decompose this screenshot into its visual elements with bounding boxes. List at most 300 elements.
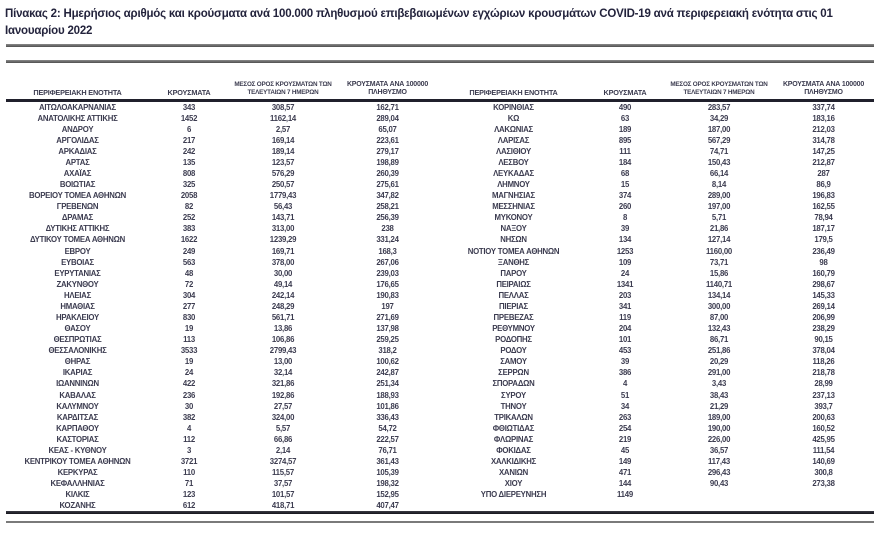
per100k-cell: 162,55 bbox=[812, 202, 835, 212]
per100k-cell: 160,79 bbox=[812, 268, 835, 278]
region-name-cell: ΘΑΣΟΥ bbox=[64, 324, 91, 334]
table-row bbox=[441, 445, 873, 456]
region-name-cell: ΛΑΡΙΣΑΣ bbox=[497, 135, 530, 145]
header-avg7: ΜΕΣΟΣ ΟΡΟΣ ΚΡΟΥΣΜΑΤΩΝ ΤΩΝ ΤΕΛΕΥΤΑΙΩΝ 7 ΗΜΕΡΩΝ bbox=[234, 80, 332, 96]
per100k-cell: 223,61 bbox=[376, 135, 399, 145]
per100k-cell: 347,82 bbox=[376, 191, 399, 201]
table-row bbox=[5, 445, 437, 456]
cases-cell: 48 bbox=[184, 268, 194, 278]
cases-cell: 101 bbox=[618, 335, 632, 345]
table-row bbox=[5, 223, 437, 234]
cases-cell: 134 bbox=[618, 235, 632, 245]
cases-cell: 325 bbox=[182, 180, 196, 190]
cases-cell: 112 bbox=[183, 434, 195, 444]
region-name-cell: ΕΒΡΟΥ bbox=[64, 246, 91, 256]
region-name-cell: ΠΕΙΡΑΙΩΣ bbox=[496, 279, 531, 289]
avg7day-cell: 30,00 bbox=[273, 268, 293, 278]
avg7day-cell: 73,71 bbox=[709, 257, 729, 267]
right-table-header-row bbox=[441, 66, 873, 99]
cases-cell: 612 bbox=[182, 501, 196, 511]
avg7day-cell: 127,14 bbox=[707, 235, 731, 245]
region-name-cell: ΜΥΚΟΝΟΥ bbox=[494, 213, 533, 223]
per100k-cell: 242,87 bbox=[376, 368, 399, 378]
per100k-cell: 147,25 bbox=[812, 146, 835, 156]
avg7day-cell: 66,86 bbox=[273, 434, 293, 444]
per100k-cell: 86,9 bbox=[816, 180, 831, 190]
avg7day-cell: 8,14 bbox=[711, 180, 727, 190]
cases-cell: 453 bbox=[618, 346, 632, 356]
per100k-cell: 176,65 bbox=[376, 279, 399, 289]
table-row bbox=[5, 290, 437, 301]
region-name-cell: ΜΑΓΝΗΣΙΑΣ bbox=[492, 191, 535, 201]
table-row bbox=[5, 301, 437, 312]
region-name-cell: ΚΑΡΠΑΘΟΥ bbox=[56, 423, 99, 433]
per100k-cell: 238 bbox=[381, 224, 394, 234]
cases-cell: 1149 bbox=[617, 490, 633, 500]
region-name-cell: ΠΑΡΟΥ bbox=[500, 268, 527, 278]
table-row bbox=[441, 345, 873, 356]
per100k-cell: 65,07 bbox=[378, 124, 397, 134]
per100k-cell: 196,83 bbox=[812, 191, 835, 201]
region-name-cell: ΝΑΞΟΥ bbox=[500, 224, 527, 234]
per100k-cell: 298,67 bbox=[812, 279, 835, 289]
region-name-cell: ΣΥΡΟΥ bbox=[501, 390, 526, 400]
avg7day-cell: 134,14 bbox=[707, 290, 731, 300]
per100k-cell: 140,69 bbox=[812, 457, 835, 466]
cases-cell: 82 bbox=[184, 202, 194, 212]
avg7day-cell: 13,00 bbox=[273, 357, 293, 367]
cases-cell: 249 bbox=[182, 246, 196, 256]
cases-cell: 184 bbox=[618, 157, 632, 167]
region-name-cell: ΦΛΩΡΙΝΑΣ bbox=[493, 434, 534, 444]
table-row bbox=[441, 290, 873, 301]
per100k-cell: 238,29 bbox=[812, 324, 835, 334]
avg7day-cell: 123,57 bbox=[271, 157, 295, 167]
avg7day-cell: 150,43 bbox=[707, 157, 731, 167]
cases-cell: 236 bbox=[182, 390, 196, 400]
table-row bbox=[441, 423, 873, 434]
table-row bbox=[5, 102, 437, 113]
table-row bbox=[441, 356, 873, 367]
region-name-cell: ΓΡΕΒΕΝΩΝ bbox=[56, 202, 99, 212]
per100k-cell: 76,71 bbox=[378, 445, 397, 455]
cases-cell: 2058 bbox=[180, 191, 198, 201]
region-name-cell: ΦΘΙΩΤΙΔΑΣ bbox=[492, 423, 535, 433]
avg7day-cell: 101,57 bbox=[271, 490, 295, 500]
avg7day-cell: 169,14 bbox=[271, 135, 295, 145]
cases-cell: 563 bbox=[182, 257, 196, 267]
cases-cell: 189 bbox=[618, 124, 632, 134]
avg7day-cell: 13,86 bbox=[273, 324, 293, 334]
left-table-body bbox=[5, 102, 437, 512]
avg7day-cell: 567,29 bbox=[707, 135, 731, 145]
per100k-cell: 239,03 bbox=[376, 268, 399, 278]
avg7day-cell: 56,43 bbox=[273, 202, 293, 212]
table-row bbox=[5, 157, 437, 168]
per100k-cell: 200,63 bbox=[812, 412, 835, 422]
per100k-cell: 101,86 bbox=[376, 401, 399, 411]
right-table-body bbox=[441, 102, 873, 512]
table-row bbox=[441, 257, 873, 268]
per100k-cell: 152,95 bbox=[376, 490, 399, 500]
avg7day-cell: 115,57 bbox=[272, 468, 294, 478]
avg7day-cell: 289,00 bbox=[707, 191, 731, 201]
cases-cell: 109 bbox=[618, 257, 632, 267]
region-name-cell: ΕΥΒΟΙΑΣ bbox=[61, 257, 94, 267]
avg7day-cell: 66,14 bbox=[709, 168, 729, 178]
cases-cell: 45 bbox=[620, 445, 630, 455]
region-name-cell: ΑΡΓΟΛΙΔΑΣ bbox=[56, 135, 99, 145]
table-row bbox=[441, 279, 873, 290]
table-row bbox=[5, 467, 437, 478]
per100k-cell: 256,39 bbox=[376, 213, 399, 223]
cases-cell: 19 bbox=[184, 324, 194, 334]
table-row bbox=[441, 113, 873, 124]
cases-cell: 71 bbox=[184, 479, 194, 489]
cases-cell: 895 bbox=[618, 135, 632, 145]
avg7day-cell: 32,14 bbox=[273, 368, 293, 378]
per100k-cell: 218,78 bbox=[812, 368, 835, 378]
region-name-cell: ΙΩΑΝΝΙΝΩΝ bbox=[56, 379, 99, 389]
per100k-cell: 393,7 bbox=[814, 401, 833, 411]
avg7day-cell: 1779,43 bbox=[269, 191, 297, 201]
per100k-cell: 300,8 bbox=[814, 468, 833, 478]
avg7day-cell: 5,57 bbox=[275, 423, 291, 433]
table-row bbox=[441, 190, 873, 201]
region-name-cell: ΗΡΑΚΛΕΙΟΥ bbox=[56, 312, 99, 322]
region-name-cell: ΚΟΡΙΝΘΙΑΣ bbox=[493, 102, 534, 112]
region-name-cell: ΚΕΝΤΡΙΚΟΥ ΤΟΜΕΑ ΑΘΗΝΩΝ bbox=[24, 457, 131, 466]
region-name-cell: ΧΑΛΚΙΔΙΚΗΣ bbox=[490, 457, 537, 466]
per100k-cell: 183,16 bbox=[812, 113, 835, 123]
per100k-cell: 318,2 bbox=[378, 346, 397, 356]
table-row bbox=[441, 157, 873, 168]
per100k-cell: 197 bbox=[381, 301, 394, 311]
table-row bbox=[5, 179, 437, 190]
per100k-cell: 337,74 bbox=[812, 102, 835, 112]
avg7day-cell: 106,86 bbox=[271, 335, 295, 345]
cases-cell: 63 bbox=[620, 113, 630, 123]
cases-cell: 24 bbox=[184, 368, 194, 378]
region-name-cell: ΚΕΑΣ - ΚΥΘΝΟΥ bbox=[48, 445, 107, 455]
table-row bbox=[441, 179, 873, 190]
table-row bbox=[441, 456, 873, 467]
table-row bbox=[441, 478, 873, 489]
per100k-cell: 260,39 bbox=[376, 168, 399, 178]
table-row bbox=[441, 334, 873, 345]
region-name-cell: ΑΝΔΡΟΥ bbox=[61, 124, 94, 134]
avg7day-cell: 21,29 bbox=[709, 401, 729, 411]
per100k-cell: 198,32 bbox=[376, 479, 399, 489]
table-row bbox=[441, 102, 873, 113]
cases-cell: 830 bbox=[182, 312, 196, 322]
table-row bbox=[5, 323, 437, 334]
region-name-cell: ΗΛΕΙΑΣ bbox=[63, 290, 91, 300]
region-name-cell: ΖΑΚΥΝΘΟΥ bbox=[56, 279, 99, 289]
table-title: Πίνακας 2: Ημερήσιος αριθμός και κρούσματα ανά 100.000 πληθυσμού επιβεβαιωμένων εγχώριων κρουσμάτων COVID-19 ανά περιφερειακή ενότητα στις 01 Ιανουαρίου 2022 bbox=[5, 8, 833, 37]
table-row bbox=[5, 356, 437, 367]
per100k-cell: 331,24 bbox=[376, 235, 399, 245]
cases-cell: 217 bbox=[182, 135, 196, 145]
cases-cell: 24 bbox=[620, 268, 630, 278]
cases-cell: 203 bbox=[618, 290, 632, 300]
cases-cell: 68 bbox=[620, 168, 630, 178]
per100k-cell: 267,06 bbox=[376, 257, 399, 267]
per100k-cell: 54,72 bbox=[378, 423, 397, 433]
table-row bbox=[5, 456, 437, 467]
per100k-cell: 236,49 bbox=[812, 246, 835, 256]
region-name-cell: ΡΟΔΟΠΗΣ bbox=[495, 335, 532, 345]
per100k-cell: 336,43 bbox=[376, 412, 399, 422]
region-name-cell: ΛΕΣΒΟΥ bbox=[498, 157, 529, 167]
table-row bbox=[5, 135, 437, 146]
table-row bbox=[5, 113, 437, 124]
per100k-cell: 100,62 bbox=[376, 357, 399, 367]
cases-cell: 51 bbox=[620, 390, 630, 400]
avg7day-cell: 5,71 bbox=[711, 213, 727, 223]
per100k-cell: 145,33 bbox=[812, 290, 835, 300]
cases-cell: 263 bbox=[618, 412, 632, 422]
left-table-header-row bbox=[5, 66, 437, 99]
table-row bbox=[5, 190, 437, 201]
per100k-cell: 378,04 bbox=[812, 346, 835, 356]
table-row bbox=[5, 378, 437, 389]
per100k-cell: 118,26 bbox=[812, 357, 835, 367]
avg7day-cell: 187,00 bbox=[707, 124, 731, 134]
table-row bbox=[5, 401, 437, 412]
per100k-cell: 237,13 bbox=[812, 390, 835, 400]
region-name-cell: ΞΑΝΘΗΣ bbox=[497, 257, 530, 267]
region-name-cell: ΚΩ bbox=[507, 113, 520, 123]
cases-cell: 471 bbox=[618, 468, 632, 478]
avg7day-cell: 561,71 bbox=[271, 312, 295, 322]
cases-cell: 19 bbox=[184, 357, 194, 367]
avg7day-cell: 143,71 bbox=[271, 213, 295, 223]
region-name-cell: ΚΑΣΤΟΡΙΑΣ bbox=[56, 434, 99, 444]
region-name-cell: ΠΕΛΛΑΣ bbox=[498, 290, 529, 300]
avg7day-cell: 192,86 bbox=[271, 390, 295, 400]
cases-cell: 119 bbox=[619, 312, 631, 322]
region-name-cell: ΠΡΕΒΕΖΑΣ bbox=[493, 312, 534, 322]
cases-cell: 386 bbox=[618, 368, 632, 378]
avg7day-cell: 197,00 bbox=[707, 202, 731, 212]
avg7day-cell: 190,00 bbox=[707, 423, 731, 433]
cases-cell: 277 bbox=[182, 301, 196, 311]
table-row bbox=[441, 312, 873, 323]
region-name-cell: ΑΙΤΩΛΟΑΚΑΡΝΑΝΙΑΣ bbox=[39, 102, 116, 112]
cases-cell: 343 bbox=[182, 102, 196, 112]
region-name-cell: ΝΟΤΙΟΥ ΤΟΜΕΑ ΑΘΗΝΩΝ bbox=[467, 246, 560, 256]
cases-cell: 1253 bbox=[616, 246, 634, 256]
per100k-cell: 198,89 bbox=[376, 157, 399, 167]
table-row bbox=[441, 223, 873, 234]
table-row bbox=[441, 268, 873, 279]
region-name-cell: ΑΡΚΑΔΙΑΣ bbox=[58, 146, 97, 156]
region-name-cell: ΚΑΒΑΛΑΣ bbox=[59, 390, 96, 400]
table-row bbox=[5, 500, 437, 511]
cases-cell: 490 bbox=[618, 102, 632, 112]
avg7day-cell: 226,00 bbox=[707, 434, 731, 444]
cases-cell: 135 bbox=[182, 157, 196, 167]
table-row bbox=[5, 345, 437, 356]
bottom-rule-thin bbox=[6, 521, 874, 523]
region-name-cell: ΤΗΝΟΥ bbox=[500, 401, 527, 411]
header-per100k: ΚΡΟΥΣΜΑΤΑ ΑΝΑ 100000 ΠΛΗΘΥΣΜΟ bbox=[346, 80, 429, 96]
avg7day-cell: 300,00 bbox=[707, 301, 731, 311]
per100k-cell: 271,69 bbox=[376, 312, 399, 322]
avg7day-cell: 308,57 bbox=[271, 102, 295, 112]
per100k-cell: 361,43 bbox=[376, 457, 399, 466]
avg7day-cell: 117,43 bbox=[708, 457, 730, 466]
cases-cell: 252 bbox=[182, 213, 196, 223]
per100k-cell: 314,78 bbox=[812, 135, 835, 145]
region-name-cell: ΣΠΟΡΑΔΩΝ bbox=[492, 379, 535, 389]
table-row bbox=[5, 367, 437, 378]
header-cases: ΚΡΟΥΣΜΑΤΑ bbox=[167, 87, 211, 97]
cases-cell: 6 bbox=[186, 124, 192, 134]
table-row bbox=[441, 378, 873, 389]
per100k-cell: 28,99 bbox=[814, 379, 833, 389]
table-row bbox=[441, 124, 873, 135]
per100k-cell: 258,21 bbox=[376, 202, 399, 212]
per100k-cell: 269,14 bbox=[812, 301, 835, 311]
per100k-cell: 206,99 bbox=[812, 312, 835, 322]
region-name-cell: ΛΗΜΝΟΥ bbox=[497, 180, 530, 190]
table-row bbox=[5, 212, 437, 223]
avg7day-cell: 36,57 bbox=[709, 445, 729, 455]
region-name-cell: ΛΑΚΩΝΙΑΣ bbox=[494, 124, 533, 134]
table-row bbox=[441, 135, 873, 146]
avg7day-cell: 251,86 bbox=[707, 346, 731, 356]
region-name-cell: ΑΧΑΪΑΣ bbox=[63, 168, 92, 178]
avg7day-cell: 378,00 bbox=[271, 257, 295, 267]
avg7day-cell: 2799,43 bbox=[269, 346, 297, 356]
per100k-cell: 275,61 bbox=[376, 180, 399, 190]
avg7day-cell: 576,29 bbox=[271, 168, 295, 178]
per100k-cell: 407,47 bbox=[376, 501, 399, 511]
table-row bbox=[441, 146, 873, 157]
per100k-cell: 188,93 bbox=[376, 390, 399, 400]
avg7day-cell: 1239,29 bbox=[269, 235, 297, 245]
cases-cell: 30 bbox=[184, 401, 194, 411]
per100k-cell: 137,98 bbox=[376, 324, 399, 334]
region-name-cell: ΚΑΡΔΙΤΣΑΣ bbox=[56, 412, 99, 422]
table-row bbox=[5, 201, 437, 212]
cases-cell: 34 bbox=[620, 401, 630, 411]
avg7day-cell: 291,00 bbox=[707, 368, 731, 378]
avg7day-cell: 74,71 bbox=[709, 146, 729, 156]
avg7day-cell: 1140,71 bbox=[705, 279, 732, 289]
region-name-cell: ΣΑΜΟΥ bbox=[500, 357, 527, 367]
avg7day-cell: 86,71 bbox=[709, 335, 729, 345]
table-row bbox=[5, 234, 437, 245]
avg7day-cell: 283,57 bbox=[707, 102, 731, 112]
per100k-cell: 212,87 bbox=[812, 157, 835, 167]
header-avg7: ΜΕΣΟΣ ΟΡΟΣ ΚΡΟΥΣΜΑΤΩΝ ΤΩΝ ΤΕΛΕΥΤΑΙΩΝ 7 ΗΜΕΡΩΝ bbox=[670, 80, 768, 96]
avg7day-cell: 2,14 bbox=[275, 445, 291, 455]
header-cases: ΚΡΟΥΣΜΑΤΑ bbox=[603, 87, 647, 97]
avg7day-cell: 3,43 bbox=[711, 379, 727, 389]
cases-cell: 808 bbox=[182, 168, 196, 178]
per100k-cell: 259,25 bbox=[376, 335, 399, 345]
region-name-cell: ΚΟΖΑΝΗΣ bbox=[59, 501, 96, 511]
region-name-cell: ΘΕΣΠΡΩΤΙΑΣ bbox=[53, 335, 102, 345]
region-name-cell: ΚΕΡΚΥΡΑΣ bbox=[57, 468, 98, 478]
per100k-cell: 273,38 bbox=[812, 479, 835, 489]
per100k-cell: 179,5 bbox=[814, 235, 833, 245]
cases-cell: 4 bbox=[186, 423, 192, 433]
cases-cell: 3533 bbox=[180, 346, 198, 356]
cases-cell: 72 bbox=[184, 279, 194, 289]
header-region: ΠΕΡΙΦΕΡΕΙΑΚΗ ΕΝΟΤΗΤΑ bbox=[469, 87, 558, 97]
table-row bbox=[441, 367, 873, 378]
per100k-cell: 222,57 bbox=[376, 434, 399, 444]
per100k-cell: 287 bbox=[817, 168, 830, 178]
cases-cell: 8 bbox=[622, 213, 628, 223]
cases-cell: 383 bbox=[182, 224, 196, 234]
avg7day-cell: 1162,14 bbox=[269, 113, 296, 123]
region-name-cell: ΒΟΡΕΙΟΥ ΤΟΜΕΑ ΑΘΗΝΩΝ bbox=[29, 191, 126, 201]
table-row bbox=[5, 434, 437, 445]
per100k-cell: 190,83 bbox=[376, 290, 399, 300]
table-row bbox=[5, 146, 437, 157]
cases-cell: 3 bbox=[186, 445, 192, 455]
region-name-cell: ΛΑΣΙΘΙΟΥ bbox=[496, 146, 531, 156]
per100k-cell: 279,17 bbox=[376, 146, 399, 156]
table-row bbox=[441, 412, 873, 423]
per100k-cell: 98 bbox=[819, 257, 828, 267]
cases-cell: 260 bbox=[618, 202, 632, 212]
region-name-cell: ΔΥΤΙΚΗΣ ΑΤΤΙΚΗΣ bbox=[45, 224, 110, 234]
cases-cell: 110 bbox=[183, 468, 195, 478]
cases-cell: 242 bbox=[182, 146, 196, 156]
avg7day-cell: 248,29 bbox=[271, 301, 295, 311]
table-row bbox=[441, 467, 873, 478]
region-name-cell: ΑΝΑΤΟΛΙΚΗΣ ΑΤΤΙΚΗΣ bbox=[37, 113, 118, 123]
avg7day-cell: 132,43 bbox=[707, 324, 731, 334]
region-name-cell: ΔΡΑΜΑΣ bbox=[61, 213, 94, 223]
cases-cell: 4 bbox=[622, 379, 628, 389]
region-name-cell: ΣΕΡΡΩΝ bbox=[498, 368, 529, 378]
cases-cell: 1341 bbox=[616, 279, 634, 289]
region-name-cell: ΝΗΣΩΝ bbox=[500, 235, 527, 245]
cases-cell: 149 bbox=[618, 457, 632, 466]
table-row bbox=[5, 124, 437, 135]
cases-cell: 374 bbox=[618, 191, 632, 201]
table-row bbox=[5, 478, 437, 489]
table-row bbox=[5, 312, 437, 323]
per100k-cell: 168,3 bbox=[378, 246, 397, 256]
cases-cell: 382 bbox=[182, 412, 196, 422]
per100k-cell bbox=[774, 489, 873, 500]
avg7day-cell: 20,29 bbox=[709, 357, 729, 367]
table-row bbox=[5, 412, 437, 423]
cases-cell: 254 bbox=[618, 423, 632, 433]
avg7day-cell: 242,14 bbox=[271, 290, 295, 300]
per100k-cell: 187,17 bbox=[812, 224, 835, 234]
cases-cell: 144 bbox=[618, 479, 632, 489]
table-row bbox=[5, 279, 437, 290]
avg7day-cell: 2,57 bbox=[275, 124, 291, 134]
avg7day-cell: 1160,00 bbox=[705, 246, 732, 256]
region-name-cell: ΠΙΕΡΙΑΣ bbox=[499, 301, 528, 311]
avg7day-cell: 38,43 bbox=[709, 390, 729, 400]
avg7day-cell: 27,57 bbox=[273, 401, 293, 411]
table-header-band bbox=[5, 66, 875, 99]
per100k-cell: 160,52 bbox=[812, 423, 835, 433]
region-name-cell: ΘΕΣΣΑΛΟΝΙΚΗΣ bbox=[48, 346, 107, 356]
table-row bbox=[441, 390, 873, 401]
